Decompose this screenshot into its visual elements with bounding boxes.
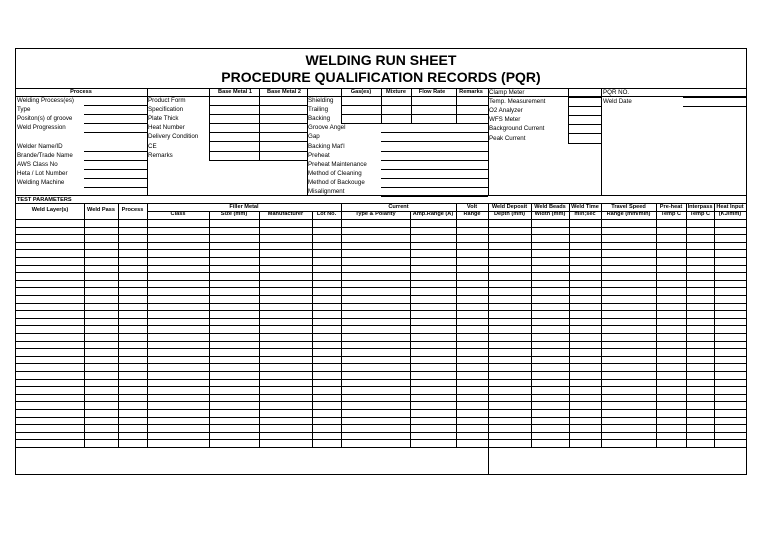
table-group-header: Volt [466, 204, 478, 210]
form-divider [16, 195, 746, 196]
table-column-header: Lot No. [316, 211, 337, 217]
instrument-field-line [568, 143, 601, 144]
table-row [16, 249, 746, 250]
table-row [16, 371, 746, 372]
table-col-divider [259, 211, 260, 447]
table-group-header: Heat Input [716, 204, 744, 210]
table-column-header: Temp C [660, 211, 682, 217]
gas-col-divider [456, 89, 457, 124]
base-metal-col-divider [259, 89, 260, 160]
process-field-label: Positon(s) of groove [17, 115, 73, 123]
table-col-divider [209, 211, 210, 447]
gas-field-line [381, 178, 488, 179]
table-column-header: min;sec [574, 211, 596, 217]
mixture-header: Mixture [386, 89, 406, 95]
table-row [16, 242, 746, 243]
process-field-label: Weld Progression [17, 124, 66, 132]
table-row [16, 310, 746, 311]
pqr-field-line [683, 97, 746, 98]
instrument-col-divider [568, 89, 569, 144]
base-metal-1-header: Base Metal 1 [218, 89, 252, 95]
instrument-field-label: O2 Analyzer [489, 107, 523, 115]
table-row [16, 348, 746, 349]
table-group-header: Weld Deposit [491, 204, 528, 210]
instrument-field-label: Temp. Measurement [489, 98, 546, 106]
gas-field-line [341, 114, 488, 115]
process-field-line [84, 105, 147, 106]
gas-col-divider [411, 89, 412, 124]
pqr-field-line [683, 106, 746, 107]
table-row [16, 303, 746, 304]
pqr-field-label: Weld Date [603, 98, 632, 106]
base-metal-1-line [209, 123, 259, 124]
table-row [16, 409, 746, 410]
table-row [16, 325, 746, 326]
base-metal-field-label: Delivery Condition [148, 133, 199, 141]
table-group-header: Weld Time [571, 204, 599, 210]
gas-field-label: Method of Backouge [308, 178, 365, 186]
table-column-header: Weld Layer(s) [31, 207, 69, 213]
gas-col-divider [381, 89, 382, 124]
table-row [16, 234, 746, 235]
gas-field-label: Gap [308, 133, 320, 141]
gas-field-label: Backing [308, 115, 331, 123]
gas-col-divider [341, 89, 342, 124]
base-metal-2-line [259, 123, 307, 124]
base-metal-2-header: Base Metal 2 [267, 89, 301, 95]
instrument-field-line [568, 124, 601, 125]
gas-field-label: Groove Angel [308, 124, 346, 132]
table-row [16, 287, 746, 288]
table-group-header: Interpass [687, 204, 713, 210]
gas-field-label: Preheat [308, 151, 330, 159]
gas-field-label: Shielding [308, 97, 334, 104]
table-row [16, 333, 746, 334]
table-row [16, 257, 746, 258]
instrument-field-line [568, 97, 601, 98]
table-row [16, 439, 746, 440]
table-row [16, 295, 746, 296]
table-row [16, 341, 746, 342]
base-metal-field-label: CE [148, 142, 157, 150]
instrument-field-label: WFS Meter [489, 116, 521, 124]
table-column-header: Range [463, 211, 481, 217]
table-row [16, 363, 746, 364]
base-metal-1-line [209, 105, 259, 106]
process-field-line [84, 132, 147, 133]
gas-field-label: Backing Mat'l [308, 142, 345, 150]
table-column-header: Weld Pass [87, 207, 115, 213]
gas-field-line [381, 196, 488, 197]
table-row [16, 379, 746, 380]
gas-field-line [381, 187, 488, 188]
process-field-line [84, 151, 147, 152]
table-row [16, 447, 746, 448]
table-column-header: Class [170, 211, 186, 217]
pqr-sheet [15, 48, 747, 475]
base-metal-2-line [259, 160, 307, 161]
table-row [16, 386, 746, 387]
process-header: Process [70, 89, 92, 95]
process-field-line [84, 169, 147, 170]
table-row [16, 227, 746, 228]
remarks-header: Remarks [459, 89, 483, 95]
test-parameters-label: TEST PARAMETERS [17, 197, 72, 203]
gas-field-line [381, 160, 488, 161]
instrument-field-label: Background Current [489, 125, 545, 133]
table-group-header: Pre-heat [659, 204, 683, 210]
gas-field-label: Trailing [308, 106, 329, 114]
gas-field-label: Method of Cleaning [308, 169, 362, 177]
base-metal-2-line [259, 141, 307, 142]
process-field-line [84, 187, 147, 188]
table-column-header: (KJ/mm) [718, 211, 742, 217]
base-metal-1-line [209, 151, 259, 152]
process-field-line [84, 178, 147, 179]
process-field-label: Type [17, 106, 31, 114]
base-metal-2-line [259, 132, 307, 133]
table-group-header: Filler Metal [229, 204, 259, 210]
process-field-label: AWS Class No [17, 160, 58, 168]
process-field-label: Brande/Trade Name [17, 151, 73, 159]
process-field-line [84, 160, 147, 161]
table-row [16, 265, 746, 266]
instrument-field-line [568, 133, 601, 134]
base-metal-2-line [259, 105, 307, 106]
base-metal-2-line [259, 114, 307, 115]
table-row [16, 272, 746, 273]
table-row [16, 424, 746, 425]
table-column-header: Process [121, 207, 144, 213]
sheet-subtitle: PROCEDURE QUALIFICATION RECORDS (PQR) [221, 69, 541, 85]
process-field-line [84, 123, 147, 124]
gas-field-line [381, 141, 488, 142]
gas-field-label: Preheat Maintenance [308, 160, 367, 168]
table-column-header: Size (mm) [220, 211, 248, 217]
process-field-label: Heta / Lot Number [17, 169, 68, 177]
table-group-header: Weld Beads [534, 204, 566, 210]
sheet-title: WELDING RUN SHEET [305, 52, 457, 68]
base-metal-field-label: Heat Number [148, 124, 185, 132]
instrument-field-label: Peak Current [489, 134, 526, 142]
table-column-header: Depth (mm) [493, 211, 526, 217]
table-row [16, 417, 746, 418]
process-field-label: Welding Process(es) [17, 97, 74, 104]
footer-divider [488, 447, 489, 474]
gas-field-line [381, 169, 488, 170]
pqr-field-label: PQR NO. [603, 89, 630, 96]
base-metal-col-divider [209, 89, 210, 160]
base-metal-1-line [209, 114, 259, 115]
table-column-header: Amp.Range (A) [412, 211, 454, 217]
table-column-header: Range (mm/min) [606, 211, 651, 217]
form-divider-v [601, 89, 602, 195]
table-col-divider [410, 211, 411, 447]
base-metal-1-line [209, 141, 259, 142]
table-column-header: Temp C [689, 211, 711, 217]
base-metal-field-label: Product Form [148, 97, 186, 104]
process-field-label: Welder Name/ID [17, 142, 63, 150]
process-field-label: Welding Machine [17, 178, 65, 186]
instrument-field-label: Clamp Meter [489, 89, 525, 96]
base-metal-field-label: Specification [148, 106, 184, 114]
table-group-header: Current [388, 204, 409, 210]
gas-field-line [381, 132, 488, 133]
gas-field-line [341, 123, 488, 124]
instrument-field-line [568, 115, 601, 116]
table-column-header: Type & Polarity [355, 211, 396, 217]
table-group-header: Travel Speed [611, 204, 646, 210]
gas-field-line [381, 151, 488, 152]
table-row [16, 432, 746, 433]
process-field-line [84, 114, 147, 115]
base-metal-2-line [259, 151, 307, 152]
base-metal-1-line [209, 160, 259, 161]
table-row [16, 401, 746, 402]
base-metal-1-line [209, 132, 259, 133]
table-col-divider [312, 211, 313, 447]
gas-field-line [341, 105, 488, 106]
table-row [16, 280, 746, 281]
table-row [16, 394, 746, 395]
table-row [16, 318, 746, 319]
instrument-field-line [568, 106, 601, 107]
gases-header: Gas(es) [350, 89, 372, 95]
base-metal-field-label: Remarks [148, 151, 173, 159]
table-column-header: Width (mm) [534, 211, 566, 217]
table-column-header: Manufacturer [267, 211, 304, 217]
gas-field-label: Misalignment [308, 188, 345, 195]
table-row [16, 356, 746, 357]
table-row [16, 219, 746, 220]
flow-rate-header: Flow Rate [418, 89, 446, 95]
base-metal-field-label: Plate Thick [148, 115, 179, 123]
